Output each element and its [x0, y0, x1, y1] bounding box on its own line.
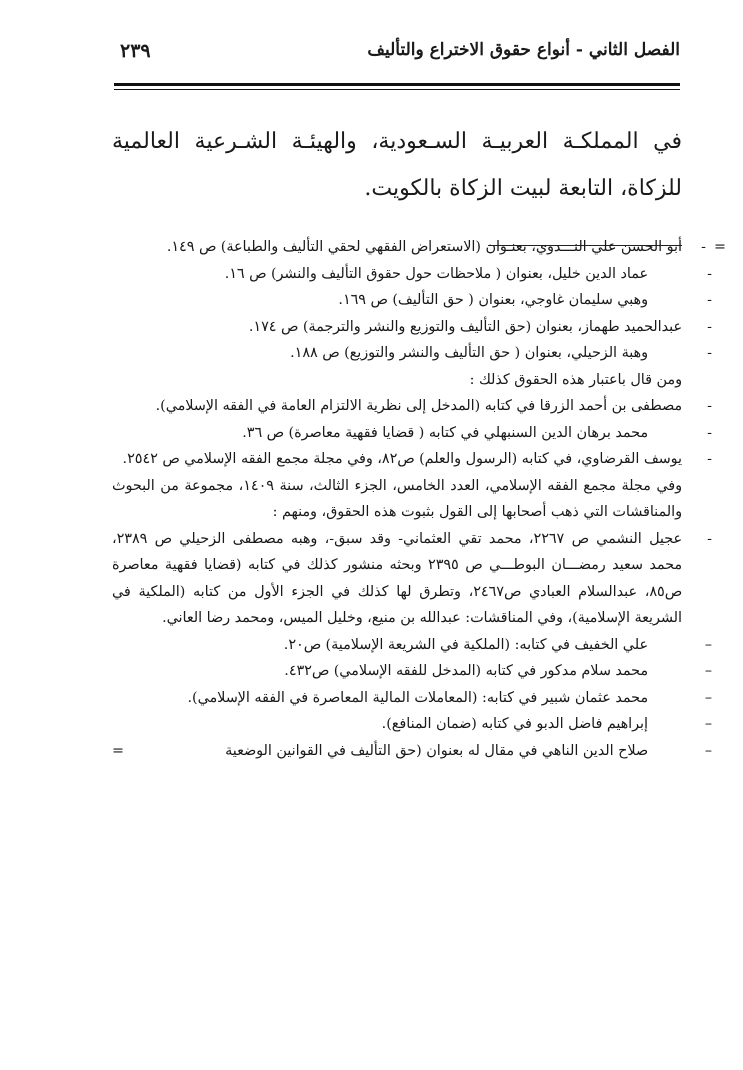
footnote-item [112, 420, 720, 447]
footnote-item [112, 738, 720, 765]
footnote-intro: ومن قال باعتبار هذه الحقوق كذلك : [469, 371, 682, 388]
bullet: - [707, 530, 712, 547]
bullet: - [707, 424, 712, 441]
footnote-item [112, 287, 720, 314]
footnote-item [112, 658, 720, 685]
footnote-text: يوسف القرضاوي، في كتابه (الرسول والعلم) ص٨٢، وفي مجلة مجمع الفقه الإسلامي ص ٢٥٤٢. [122, 451, 682, 467]
bullet: – [704, 663, 712, 679]
journal-paragraph: وفي مجلة مجمع الفقه الإسلامي، العدد الخامس، الجزء الثالث، سنة ١٤٠٩، مجموعة من البحوث والمناقشات التي ذهب أصحابها إلى القول بثبوت هذه الحقوق، ومنهم : [112, 477, 682, 520]
continuation-mark: = [112, 742, 124, 759]
footnote-item [112, 314, 720, 341]
header-rule-thin [114, 89, 680, 90]
footnote-text: أبو الحسن علي النـــدوي، بعنـوان (الاستعراض الفقهي لحقي التأليف والطباعة) ص ١٤٩. [166, 239, 682, 255]
header-rule-thick [114, 83, 680, 86]
footnotes [112, 234, 726, 764]
footnote-text: محمد سلام مدكور في كتابه (المدخل للفقه الإسلامي) ص٤٣٢. [284, 663, 648, 679]
bullet: – [704, 636, 712, 653]
continuation-mark: = [714, 239, 726, 255]
bullet: - [707, 398, 712, 414]
bullet: – [704, 742, 712, 759]
footnote-text: وهبي سليمان غاوجي، بعنوان ( حق التأليف) ص ١٦٩. [338, 292, 648, 308]
bullet: - [707, 451, 712, 467]
footnote-text: إبراهيم فاضل الدبو في كتابه (ضمان المنافع). [381, 716, 648, 732]
footnote-item [112, 261, 720, 288]
footnote-text: عجيل النشمي ص ٢٢٦٧، محمد تقي العثماني- وقد سبق-، وهبه مصطفى الزحيلي ص ٢٣٨٩، محمد سعيد رمضـــان البوطـــي ص ٢٣٩٥ وبحثه منشور كذلك في كتابه (قضايا فقهية معاصرة ص٨٥، عبدالسلام العبادي ص٢٤٦٧، وتطرق لها كذلك في الجزء الأول من كتابه (الملكية في الشريعة الإسلامية)، وفي المناقشات: عبدالله بن منيع، وخليل الميس، ومحمد رضا العاني. [112, 530, 682, 626]
body-paragraph: في المملكـة العربيـة السـعودية، والهيئـة الشـرعية العالمية للزكاة، التابعة لبيت الزكاة بالكويت. [112, 129, 682, 201]
footnote-item [112, 234, 726, 261]
bullet: - [701, 239, 706, 255]
bullet: - [707, 292, 712, 308]
footnote-item [112, 632, 720, 659]
page-header [114, 40, 680, 70]
footnote-item [112, 685, 720, 712]
footnote-text: علي الخفيف في كتابه: (الملكية في الشريعة الإسلامية) ص٢٠. [283, 636, 648, 653]
footnote-item [112, 711, 720, 738]
bullet: – [704, 716, 712, 732]
page-number: ٢٣٩ [120, 40, 151, 62]
footnote-text: مصطفى بن أحمد الزرقا في كتابه (المدخل إلى نظرية الالتزام العامة في الفقه الإسلامي). [155, 398, 682, 414]
footnote-text: محمد برهان الدين السنبهلي في كتابه ( قضايا فقهية معاصرة) ص ٣٦. [242, 424, 648, 441]
footnote-item [112, 393, 720, 420]
footnote-item [112, 340, 720, 367]
bullet: - [707, 345, 712, 361]
bullet: – [704, 689, 712, 706]
bullet: - [707, 318, 712, 335]
footnote-item [112, 446, 720, 473]
footnote-text: عماد الدين خليل، بعنوان ( ملاحظات حول حقوق التأليف والنشر) ص ١٦. [224, 265, 648, 282]
chapter-title: الفصل الثاني - أنواع حقوق الاختراع والتأليف [367, 40, 680, 60]
footnote-text: محمد عثمان شبير في كتابه: (المعاملات المالية المعاصرة في الفقه الإسلامي). [187, 689, 648, 706]
footnote-text: عبدالحميد طهماز، بعنوان (حق التأليف والتوزيع والنشر والترجمة) ص ١٧٤. [248, 318, 682, 335]
footnote-item [112, 526, 720, 632]
footnote-text: صلاح الدين الناهي في مقال له بعنوان (حق التأليف في القوانين الوضعية [225, 742, 648, 759]
footnote-text: وهبة الزحيلي، بعنوان ( حق التأليف والنشر والتوزيع) ص ١٨٨. [290, 345, 648, 361]
bullet: - [707, 265, 712, 282]
